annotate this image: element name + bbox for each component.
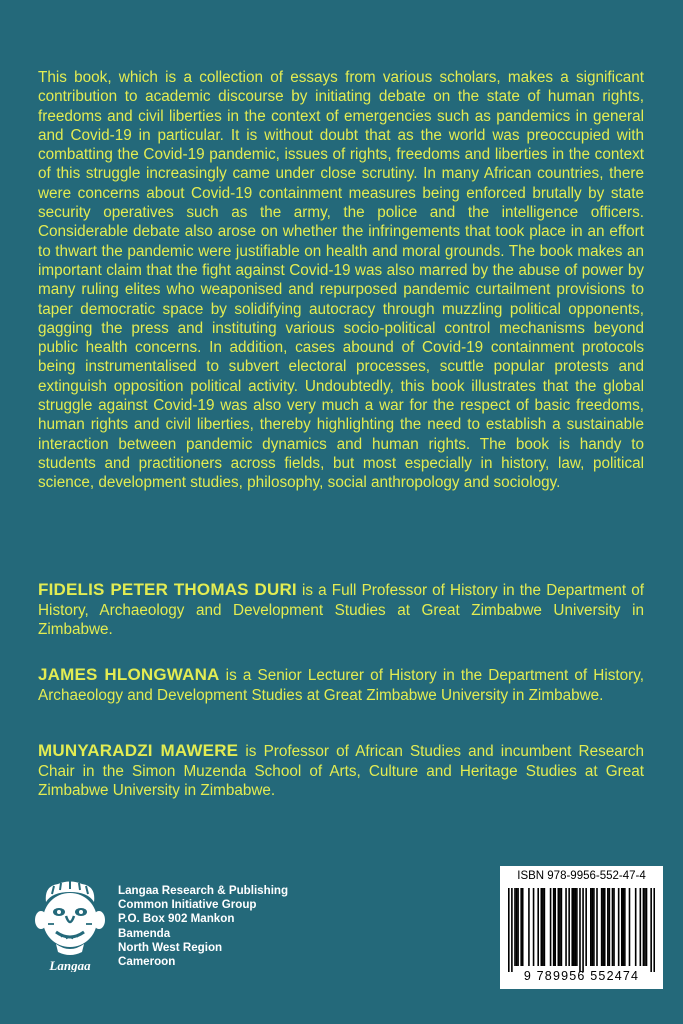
barcode-bar xyxy=(514,888,516,966)
barcode-bar xyxy=(576,888,578,966)
barcode-bar xyxy=(568,888,570,966)
barcode-bar xyxy=(623,888,625,966)
barcode-bar xyxy=(517,888,519,966)
mask-logo-icon xyxy=(30,880,110,972)
barcode-bar xyxy=(565,888,567,966)
publisher-line: Cameroon xyxy=(118,955,176,969)
barcode-bar xyxy=(590,888,592,966)
barcode-bar xyxy=(585,888,587,966)
barcode-bar xyxy=(602,888,604,966)
barcode-bar xyxy=(522,888,524,966)
barcode-bar xyxy=(582,888,584,972)
barcode-bar xyxy=(559,888,561,966)
publisher-line: North West Region xyxy=(118,940,223,954)
barcode-bar xyxy=(540,888,542,966)
barcode-bar xyxy=(593,888,595,966)
back-cover-blurb: This book, which is a collection of essays from various scholars, makes a significant contribution to academic discourse by initiating debate on the state of human rights, freedoms and civil liberties in the context of emergencies such as pandemics in general and Covid-19 in particular. It is without doubt that as the world was preoccupied with combatting the Covid-19 pandemic, issues of rights, freedoms and liberties in the context of this struggle increasingly came under close scrutiny. In many African countries, there were concerns about Covid-19 containment measures being enforced brutally by state security operatives such as the army, the police and the intelligence officers. Considerable debate also arose on whether the infringements that took place in an effort to thwart the pandemic were justifiable on health and moral grounds. The book makes an important claim that the fight against Covid-19 was also marred by the abuse of power by many ruling elites who weaponised and repurposed pandemic curtailment provisions to taper democratic space by solidifying autocracy through muzzling political opponents, gagging the press and instituting various socio-political control mechanisms beyond public health concerns. In addition, cases abound of Covid-19 containment protocols being instrumentalised to subvert electoral processes, scuttle popular protests and extinguish opposition political activity. Undoubtedly, this book illustrates that the global struggle against Covid-19 was also very much a war for the respect of basic freedoms, human rights and civil liberties, thereby highlighting the need to establish a sustainable interaction between pandemic dynamics and human rights. The book is handy to students and practitioners across fields, but most especially in history, law, political science, development studies, philosophy, social anthropology and sociology. xyxy=(38,69,644,492)
publisher-line: P.O. Box 902 Mankon xyxy=(118,912,235,926)
barcode-bar xyxy=(635,888,637,966)
barcode-bar xyxy=(575,888,577,966)
publisher-info xyxy=(118,884,288,969)
barcode-bar xyxy=(640,888,642,966)
logo-wordmark: Langaa xyxy=(49,958,91,972)
barcode-bar xyxy=(558,888,560,966)
barcode-bar xyxy=(573,888,575,966)
barcode-bar xyxy=(520,888,522,966)
barcode-bar xyxy=(612,888,614,966)
author-bio-text: is Professor of African Studies and incumbent Research Chair in the Simon Muzenda School of Arts, Culture and Heritage Studies at Great Zimbabwe University in Zimbabwe. xyxy=(38,743,644,799)
barcode-bar xyxy=(609,888,611,966)
barcode-bar xyxy=(554,888,556,966)
barcode-bar xyxy=(511,888,513,972)
barcode-bar xyxy=(508,888,510,972)
barcode-bar xyxy=(579,888,581,972)
author-name: JAMES HLONGWANA xyxy=(38,665,220,684)
author-bio-text: is a Senior Lecturer of History in the Department of History, Archaeology and Development Studies at Great Zimbabwe University in Zimbabwe. xyxy=(38,667,645,704)
barcode-bar xyxy=(653,888,655,972)
author-bio-hlongwana xyxy=(38,665,644,705)
publisher-line: Bamenda xyxy=(118,926,171,940)
author-name: MUNYARADZI MAWERE xyxy=(38,741,239,760)
isbn-barcode xyxy=(500,866,663,989)
isbn-label: ISBN 978-9956-552-47-4 xyxy=(517,870,646,882)
author-bio-mawere xyxy=(38,741,644,801)
barcode-bar xyxy=(596,888,598,966)
barcode-bar xyxy=(542,888,544,966)
publisher-logo xyxy=(30,880,110,972)
barcode-bar xyxy=(646,888,648,966)
barcode-bar xyxy=(601,888,603,966)
barcode-bar xyxy=(644,888,646,966)
barcode-bar xyxy=(516,888,518,966)
publisher-line: Common Initiative Group xyxy=(118,898,257,912)
ean-digits: 9 789956 552474 xyxy=(523,969,640,983)
barcode-bar xyxy=(550,888,552,966)
author-bio-text: is a Full Professor of History in the Department of History, Archaeology and Development Studies at Great Zimbabwe University in Zimbabwe. xyxy=(38,582,644,638)
barcode-bar xyxy=(571,888,573,966)
barcode-bars xyxy=(508,888,655,972)
barcode-bar xyxy=(650,888,652,972)
barcode-bar xyxy=(561,888,563,966)
barcode-bar xyxy=(592,888,594,966)
barcode-bar xyxy=(553,888,555,966)
barcode-bar xyxy=(629,888,631,966)
barcode-bar xyxy=(533,888,535,966)
author-bio-duri xyxy=(38,580,644,640)
barcode-bar xyxy=(618,888,620,966)
barcode-bar xyxy=(544,888,546,966)
barcode-bar xyxy=(643,888,645,966)
barcode-bar xyxy=(607,888,609,966)
barcode-bar xyxy=(537,888,539,966)
barcode-bar xyxy=(613,888,615,966)
barcode-bar xyxy=(621,888,623,966)
barcode-bar xyxy=(528,888,530,966)
publisher-line: Langaa Research & Publishing xyxy=(118,884,289,897)
barcode-bar xyxy=(604,888,606,966)
barcode-bar xyxy=(624,888,626,966)
author-name: FIDELIS PETER THOMAS DURI xyxy=(38,580,297,599)
